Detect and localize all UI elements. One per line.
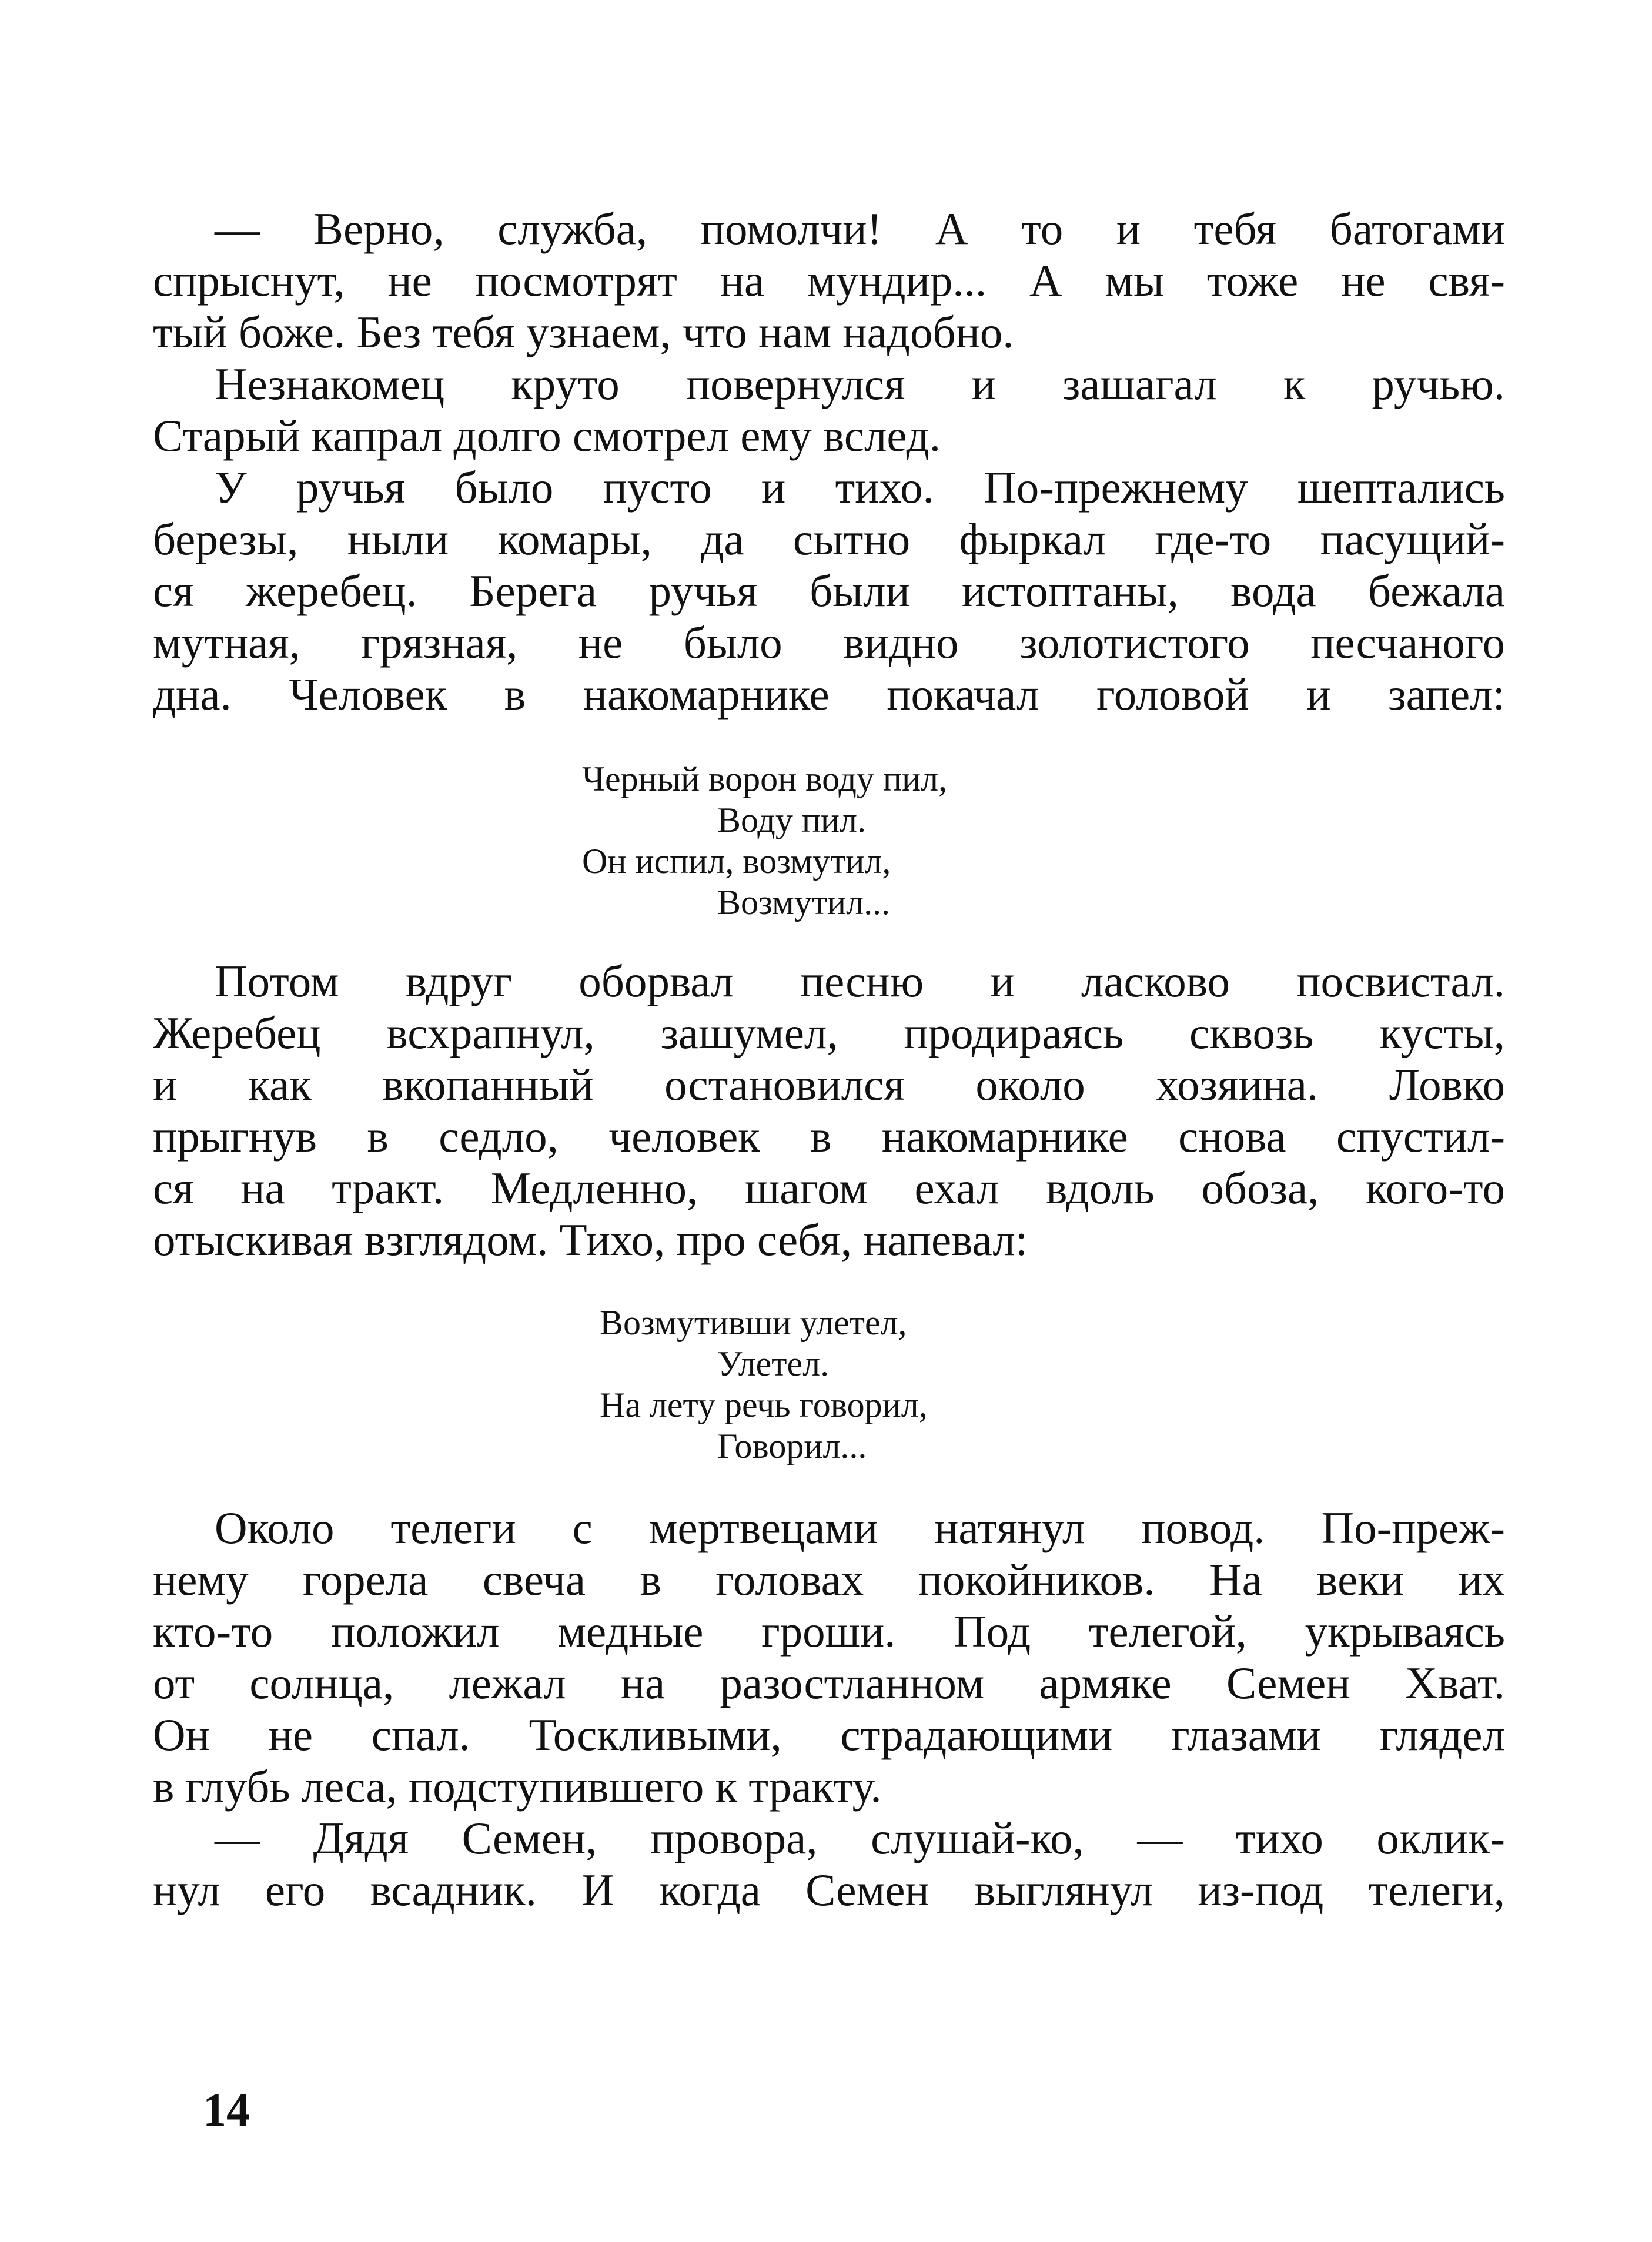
text-line: Жеребец всхрапнул, зашумел, продираясь сквозь кусты, bbox=[153, 1008, 1505, 1058]
text-line: ся жеребец. Берега ручья были истоптаны, вода бежала bbox=[153, 565, 1505, 616]
page-number: 14 bbox=[203, 2084, 250, 2136]
text-line: Потом вдруг оборвал песню и ласково посвистал. bbox=[215, 956, 1505, 1006]
text-line: Старый капрал долго смотрел ему вслед. bbox=[153, 410, 941, 461]
text-line: Незнакомец круто повернулся и зашагал к ручью. bbox=[215, 359, 1505, 409]
text-line: кто-то положил медные гроши. Под телегой, укрываясь bbox=[153, 1606, 1505, 1657]
text-line: в глубь леса, подступившего к тракту. bbox=[153, 1761, 882, 1812]
text-line: и как вкопанный остановился около хозяина. Ловко bbox=[153, 1059, 1505, 1110]
text-line: Он не спал. Тоскливыми, страдающими глазами глядел bbox=[153, 1709, 1505, 1760]
text-line: нул его всадник. И когда Семен выглянул из-под телеги, bbox=[153, 1865, 1505, 1915]
text-line: ся на тракт. Медленно, шагом ехал вдоль обоза, кого-то bbox=[153, 1163, 1505, 1213]
text-line: мутная, грязная, не было видно золотистого песчаного bbox=[153, 617, 1505, 668]
text-line: — Дядя Семен, провора, слушай-ко, — тихо оклик- bbox=[215, 1813, 1505, 1863]
verse-line: Улетел. bbox=[717, 1344, 830, 1383]
text-line: У ручья было пусто и тихо. По-прежнему шептались bbox=[215, 462, 1505, 513]
text-line: прыгнув в седло, человек в накомарнике снова спустил- bbox=[153, 1111, 1505, 1162]
verse-line: На лету речь говорил, bbox=[600, 1386, 928, 1424]
text-line: дна. Человек в накомарнике покачал головой и запел: bbox=[153, 669, 1505, 720]
text-line: Около телеги с мертвецами натянул повод. По-преж- bbox=[215, 1503, 1505, 1553]
text-line: отыскивая взглядом. Тихо, про себя, напевал: bbox=[153, 1214, 1028, 1265]
text-line: березы, ныли комары, да сытно фыркал где-то пасущий- bbox=[153, 514, 1505, 564]
text-line: спрыснут, не посмотрят на мундир... А мы тоже не свя- bbox=[153, 255, 1505, 306]
verse-line: Воду пил. bbox=[717, 801, 866, 839]
text-line: — Верно, служба, помолчи! А то и тебя батогами bbox=[215, 203, 1505, 254]
text-line: тый боже. Без тебя узнаем, что нам надобно. bbox=[153, 307, 1014, 357]
verse-line: Черный ворон воду пил, bbox=[582, 759, 948, 798]
verse-line: Говорил... bbox=[717, 1427, 867, 1465]
text-line: нему горела свеча в головах покойников. На веки их bbox=[153, 1554, 1505, 1605]
verse-line: Он испил, возмутил, bbox=[582, 842, 891, 881]
verse-line: Возмутивши улетел, bbox=[600, 1303, 907, 1342]
verse-line: Возмутил... bbox=[717, 883, 891, 922]
text-line: от солнца, лежал на разостланном армяке Семен Хват. bbox=[153, 1658, 1505, 1708]
